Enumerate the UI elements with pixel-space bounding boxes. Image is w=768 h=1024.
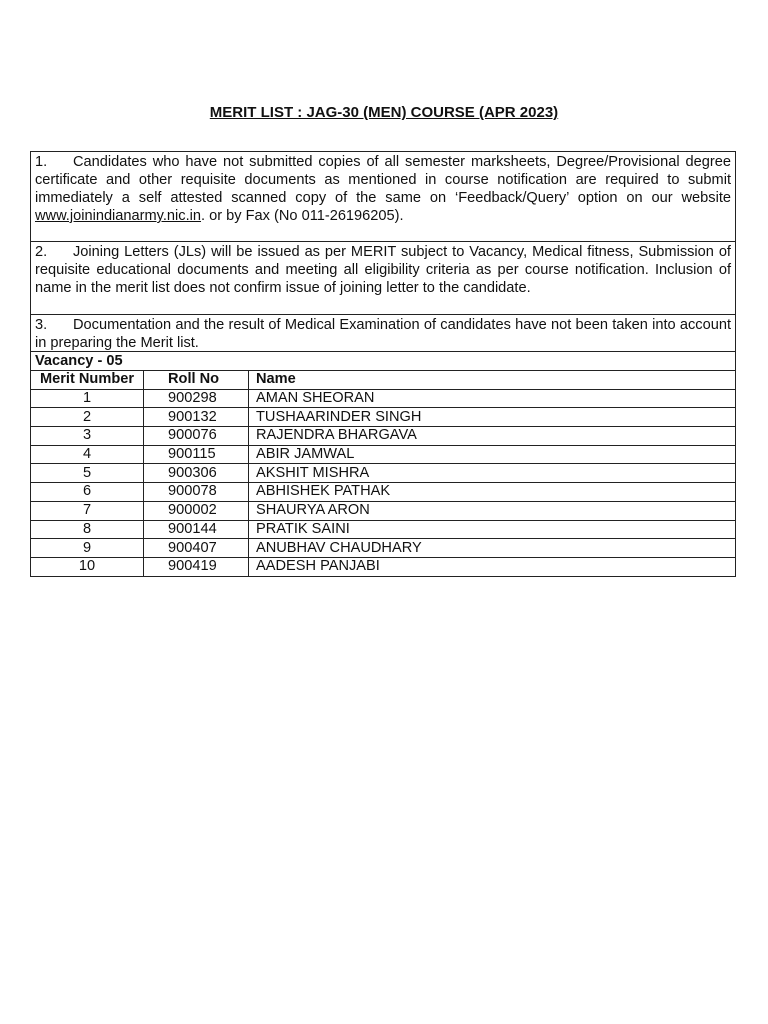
table-row xyxy=(31,520,735,539)
roll-no-cell: 900002 xyxy=(144,501,249,520)
name-cell: AMAN SHEORAN xyxy=(249,389,736,408)
roll-no-cell: 900419 xyxy=(144,557,249,575)
merit-number-cell: 6 xyxy=(31,483,144,502)
name-cell: ABHISHEK PATHAK xyxy=(249,483,736,502)
table-row xyxy=(31,389,735,408)
name-cell: SHAURYA ARON xyxy=(249,501,736,520)
note-1-text: Candidates who have not submitted copies of all semester marksheets, Degree/Provisional degree certificate and other requisite documents as mentioned in course notification are required to submit immediately a self attested scanned copy of the same on ‘Feedback/Query’ option on our website xyxy=(35,154,731,206)
name-cell: PRATIK SAINI xyxy=(249,520,736,539)
name-cell: ABIR JAMWAL xyxy=(249,445,736,464)
page-title-text: MERIT LIST : JAG-30 (MEN) COURSE (APR 2023) xyxy=(209,104,559,121)
table-row xyxy=(31,408,735,427)
header-merit-number: Merit Number xyxy=(31,371,144,389)
note-3-number: 3. xyxy=(35,317,48,333)
merit-number-cell: 3 xyxy=(31,427,144,446)
roll-no-cell: 900407 xyxy=(144,539,249,558)
note-2-number: 2. xyxy=(35,244,48,260)
table-row xyxy=(31,445,735,464)
website-link[interactable]: www.joinindianarmy.nic.in xyxy=(35,208,202,224)
note-2-text: Joining Letters (JLs) will be issued as per MERIT subject to Vacancy, Medical fitness, Submission of requisite educational documents and meeting all eligibility criteria as per course notification. Inclusion of name in the merit list does not confirm issue of joining letter to the candidate. xyxy=(35,244,731,296)
table-row xyxy=(31,427,735,446)
page-title xyxy=(0,104,768,121)
merit-number-cell: 10 xyxy=(31,557,144,575)
header-roll-no: Roll No xyxy=(144,371,249,389)
name-cell: AADESH PANJABI xyxy=(256,558,380,575)
table-row xyxy=(31,501,735,520)
roll-no-cell: 900076 xyxy=(144,427,249,446)
merit-table xyxy=(31,371,735,576)
merit-number-cell: 1 xyxy=(31,389,144,408)
name-cell: AKSHIT MISHRA xyxy=(249,464,736,483)
merit-number-cell: 5 xyxy=(31,464,144,483)
table-header-row xyxy=(31,371,735,389)
table-row xyxy=(31,557,735,575)
note-1-number: 1. xyxy=(35,154,48,170)
table-row xyxy=(31,464,735,483)
note-1 xyxy=(31,152,735,242)
name-cell: ANUBHAV CHAUDHARY xyxy=(249,539,736,558)
merit-number-cell: 2 xyxy=(31,408,144,427)
merit-number-cell: 4 xyxy=(31,445,144,464)
merit-list-sheet xyxy=(30,151,736,577)
roll-no-cell: 900132 xyxy=(144,408,249,427)
name-cell: TUSHAARINDER SINGH xyxy=(249,408,736,427)
merit-number-cell: 7 xyxy=(31,501,144,520)
roll-no-cell: 900115 xyxy=(144,445,249,464)
merit-number-cell: 8 xyxy=(31,520,144,539)
roll-no-cell: 900078 xyxy=(144,483,249,502)
vacancy-label: Vacancy - 05 xyxy=(31,352,735,371)
roll-no-cell: 900144 xyxy=(144,520,249,539)
name-cell: RAJENDRA BHARGAVA xyxy=(249,427,736,446)
note-2 xyxy=(31,242,735,315)
note-3 xyxy=(31,315,735,352)
roll-no-cell: 900306 xyxy=(144,464,249,483)
header-name: Name xyxy=(249,371,736,389)
roll-no-cell: 900298 xyxy=(144,389,249,408)
note-3-text: Documentation and the result of Medical Examination of candidates have not been taken into account in preparing the Merit list. xyxy=(35,317,731,351)
merit-number-cell: 9 xyxy=(31,539,144,558)
table-row xyxy=(31,483,735,502)
table-row xyxy=(31,539,735,558)
note-1-text-end: . or by Fax (No 011-26196205). xyxy=(201,208,404,224)
